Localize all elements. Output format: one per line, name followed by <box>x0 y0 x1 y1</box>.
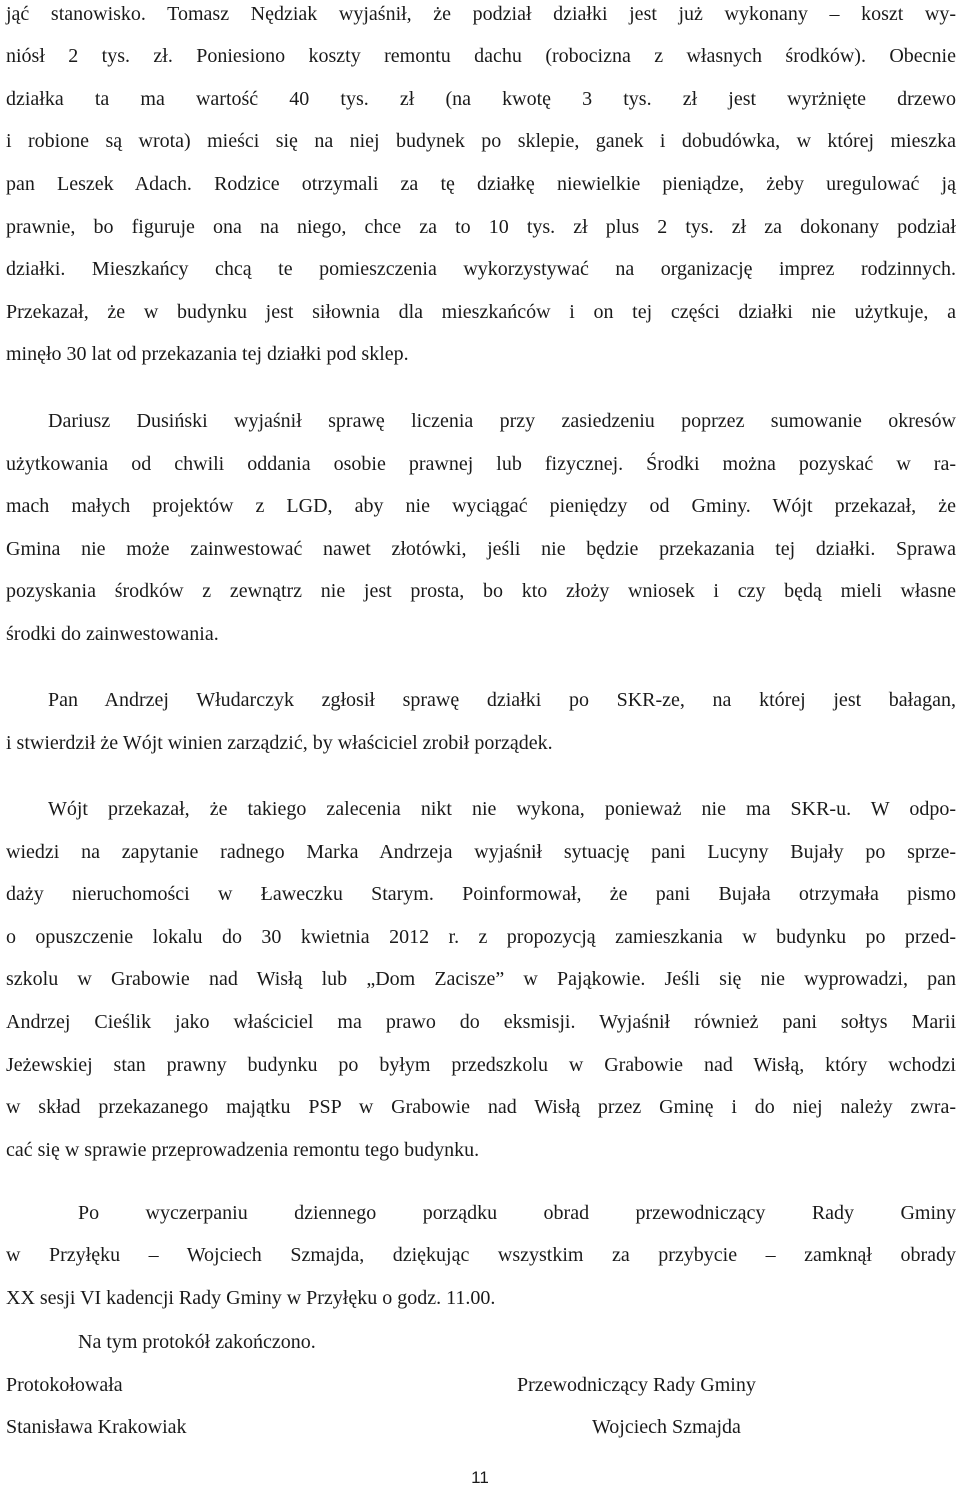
text-line: i stwierdził że Wójt winien zarządzić, by właściciel zrobił porządek. <box>6 732 553 754</box>
text-line: niósł 2 tys. zł. Poniesiono koszty remontu dachu (robocizna z własnych środków). Obecnie <box>6 45 956 67</box>
text-line: Przekazał, że w budynku jest siłownia dla mieszkańców i on tej części działki nie użytkuje, a <box>6 301 956 323</box>
text-line: środki do zainwestowania. <box>6 623 219 645</box>
text-line: w skład przekazanego majątku PSP w Grabowie nad Wisłą przez Gminę i do niej należy zwra- <box>6 1096 956 1118</box>
chairman-name: Wojciech Szmajda <box>592 1416 741 1438</box>
text-line: użytkowania od chwili oddania osobie prawnej lub fizycznej. Środki można pozyskać w ra- <box>6 453 956 475</box>
paragraph-first-line: Wójt przekazał, że takiego zalecenia nikt nie wykona, ponieważ nie ma SKR-u. W odpo- <box>48 798 956 820</box>
text-line: pan Leszek Adach. Rodzice otrzymali za tę działkę niewielkie pieniądze, żeby uregulować ją <box>6 173 956 195</box>
text-line: Gmina nie może zainwestować nawet złotówki, jeśli nie będzie przekazania tej działki. Sprawa <box>6 538 956 560</box>
text-line: jąć stanowisko. Tomasz Nędziak wyjaśnił, że podział działki jest już wykonany – koszt wy- <box>6 3 956 25</box>
text-line: działka ta ma wartość 40 tys. zł (na kwotę 3 tys. zł jest wyrżnięte drzewo <box>6 88 956 110</box>
text-line: wiedzi na zapytanie radnego Marka Andrzeja wyjaśnił sytuację pani Lucyny Bujały po sprze- <box>6 841 956 863</box>
recorder-name: Stanisława Krakowiak <box>6 1416 187 1438</box>
text-line: pozyskania środków z zewnątrz nie jest prosta, bo kto złoży wniosek i czy będą mieli własne <box>6 580 956 602</box>
text-line: XX sesji VI kadencji Rady Gminy w Przyłęku o godz. 11.00. <box>6 1287 496 1309</box>
text-line: w Przyłęku – Wojciech Szmajda, dziękując wszystkim za przybycie – zamknął obrady <box>6 1244 956 1266</box>
chairman-role: Przewodniczący Rady Gminy <box>517 1374 756 1396</box>
text-line: Jeżewskiej stan prawny budynku po byłym przedszkolu w Grabowie nad Wisłą, który wchodzi <box>6 1054 956 1076</box>
paragraph-first-line: Dariusz Dusiński wyjaśnił sprawę liczenia przy zasiedzeniu poprzez sumowanie okresów <box>48 410 956 432</box>
paragraph-first-line: Pan Andrzej Włudarczyk zgłosił sprawę działki po SKR-ze, na której jest bałagan, <box>48 689 956 711</box>
closing-line: Na tym protokół zakończono. <box>78 1331 316 1353</box>
recorder-role: Protokołowała <box>6 1374 123 1396</box>
text-line: Andrzej Cieślik jako właściciel ma prawo do eksmisji. Wyjaśnił również pani sołtys Marii <box>6 1011 956 1033</box>
text-line: i robione są wrota) mieści się na niej budynek po sklepie, ganek i dobudówka, w której mieszka <box>6 130 956 152</box>
text-line: mach małych projektów z LGD, aby nie wyciągać pieniędzy od Gminy. Wójt przekazał, że <box>6 495 956 517</box>
text-line: daży nieruchomości w Ławeczku Starym. Poinformował, że pani Bujała otrzymała pismo <box>6 883 956 905</box>
text-line: szkolu w Grabowie nad Wisłą lub „Dom Zacisze” w Pająkowie. Jeśli się nie wyprowadzi, pan <box>6 968 956 990</box>
page-number: 11 <box>471 1468 489 1487</box>
text-line: działki. Mieszkańcy chcą te pomieszczenia wykorzystywać na organizację imprez rodzinnych. <box>6 258 956 280</box>
text-line: minęło 30 lat od przekazania tej działki pod sklep. <box>6 343 409 365</box>
text-line: cać się w sprawie przeprowadzenia remontu tego budynku. <box>6 1139 480 1161</box>
text-line: o opuszczenie lokalu do 30 kwietnia 2012 r. z propozycją zamieszkania w budynku po przed- <box>6 926 956 948</box>
paragraph-first-line: Po wyczerpaniu dziennego porządku obrad przewodniczący Rady Gminy <box>78 1202 956 1224</box>
text-line: prawnie, bo figuruje ona na niego, chce za to 10 tys. zł plus 2 tys. zł za dokonany podział <box>6 216 956 238</box>
